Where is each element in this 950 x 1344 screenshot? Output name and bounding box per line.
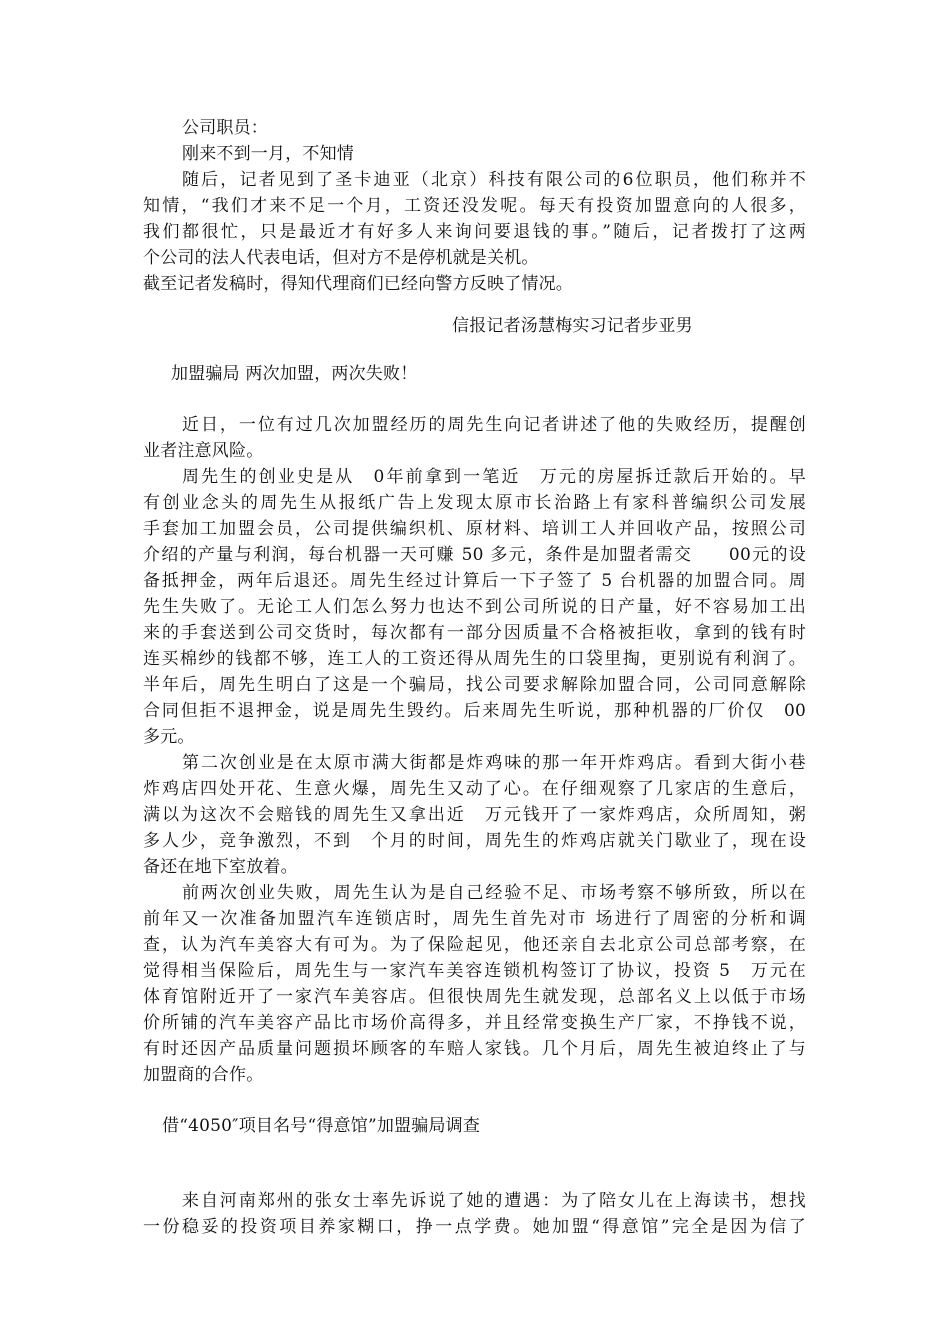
paragraph-line: 知情，“我们才来不足一个月，工资还没发呢。每天有投资加盟意向的人很多， — [143, 196, 806, 216]
paragraph-line: 前年又一次准备加盟汽车连锁店时，周先生首先对市 场进行了周密的分析和调 — [143, 909, 806, 929]
section-heading: 借“4050″项目名号“得意馆”加盟骗局调查 — [162, 1116, 481, 1136]
paragraph-line: 满以为这次不会赔钱的周先生又拿出近 万元钱开了一家炸鸡店，众所周知，粥 — [143, 805, 806, 825]
paragraph-line: 介绍的产量与利润，每台机器一天可赚 50 多元，条件是加盟者需交 00元的设 — [143, 545, 806, 565]
paragraph-line: 来的手套送到公司交货时，每次都有一部分因质量不合格被拒收，拿到的钱有时 — [143, 623, 806, 643]
paragraph-line: 截至记者发稿时，得知代理商们已经向警方反映了情况。 — [143, 274, 573, 294]
subheading-staff: 公司职员： — [182, 118, 268, 138]
paragraph-line: 连买棉纱的钱都不够，连工人的工资还得从周先生的口袋里掏，更别说有利润了。 — [143, 649, 806, 669]
paragraph-line: 多人少，竞争激烈，不到 个月的时间，周先生的炸鸡店就关门歇业了，现在设 — [143, 831, 806, 851]
paragraph-line: 随后，记者见到了圣卡迪亚（北京）科技有限公司的6位职员，他们称并不 — [182, 170, 806, 190]
paragraph-line: 有时还因产品质量问题损坏顾客的车赔人家钱。几个月后，周先生被迫终止了与 — [143, 1039, 806, 1059]
paragraph-line: 半年后，周先生明白了这是一个骗局，找公司要求解除加盟合同，公司同意解除 — [143, 675, 806, 695]
paragraph-line: 第二次创业是在太原市满大街都是炸鸡味的那一年开炸鸡店。看到大街小巷 — [182, 753, 806, 773]
paragraph-line: 个公司的法人代表电话，但对方不是停机就是关机。 — [143, 248, 539, 268]
paragraph-line: 体育馆附近开了一家汽车美容店。但很快周先生就发现，总部名义上以低于市场 — [143, 987, 806, 1007]
paragraph-line: 加盟商的合作。 — [143, 1065, 264, 1085]
paragraph-line: 一份稳妥的投资项目养家糊口，挣一点学费。她加盟“得意馆”完全是因为信了 — [143, 1217, 806, 1237]
paragraph-line: 合同但拒不退押金，说是周先生毁约。后来周先生听说，那种机器的厂价仅 00 — [143, 701, 806, 721]
paragraph-line: 手套加工加盟会员，公司提供编织机、原材料、培训工人并回收产品，按照公司 — [143, 519, 806, 539]
paragraph-line: 查，认为汽车美容大有可为。为了保险起见，他还亲自去北京公司总部考察，在 — [143, 935, 806, 955]
paragraph-line: 备抵押金，两年后退还。周先生经过计算后一下子签了 5 台机器的加盟合同。周 — [143, 571, 806, 591]
section-heading: 加盟骗局 两次加盟，两次失败！ — [171, 364, 418, 384]
paragraph-line: 备还在地下室放着。 — [143, 857, 298, 877]
paragraph-line: 多元。 — [143, 727, 195, 747]
paragraph-line: 有创业念头的周先生从报纸广告上发现太原市长治路上有家科普编织公司发展 — [143, 493, 806, 513]
paragraph-line: 近日，一位有过几次加盟经历的周先生向记者讲述了他的失败经历，提醒创 — [182, 415, 806, 435]
subheading-staff-claim: 刚来不到一月，不知情 — [182, 144, 354, 164]
paragraph-line: 价所铺的汽车美容产品比市场价高得多，并且经常变换生产厂家，不挣钱不说， — [143, 1013, 806, 1033]
paragraph-line: 先生失败了。无论工人们怎么努力也达不到公司所说的日产量，好不容易加工出 — [143, 597, 806, 617]
paragraph-line: 我们都很忙，只是最近才有好多人来询问要退钱的事。”随后，记者拨打了这两 — [143, 222, 806, 242]
paragraph-line: 业者注意风险。 — [143, 441, 264, 461]
byline: 信报记者汤慧梅实习记者步亚男 — [452, 316, 693, 336]
paragraph-line: 炸鸡店四处开花、生意火爆，周先生又动了心。在仔细观察了几家店的生意后， — [143, 779, 806, 799]
paragraph-line: 前两次创业失败，周先生认为是自己经验不足、市场考察不够所致，所以在 — [182, 883, 806, 903]
paragraph-line: 觉得相当保险后，周先生与一家汽车美容连锁机构签订了协议，投资 5 万元在 — [143, 961, 806, 981]
paragraph-line: 来自河南郑州的张女士率先诉说了她的遭遇：为了陪女儿在上海读书，想找 — [182, 1191, 806, 1211]
paragraph-line: 周先生的创业史是从 0年前拿到一笔近 万元的房屋拆迁款后开始的。早 — [182, 467, 806, 487]
